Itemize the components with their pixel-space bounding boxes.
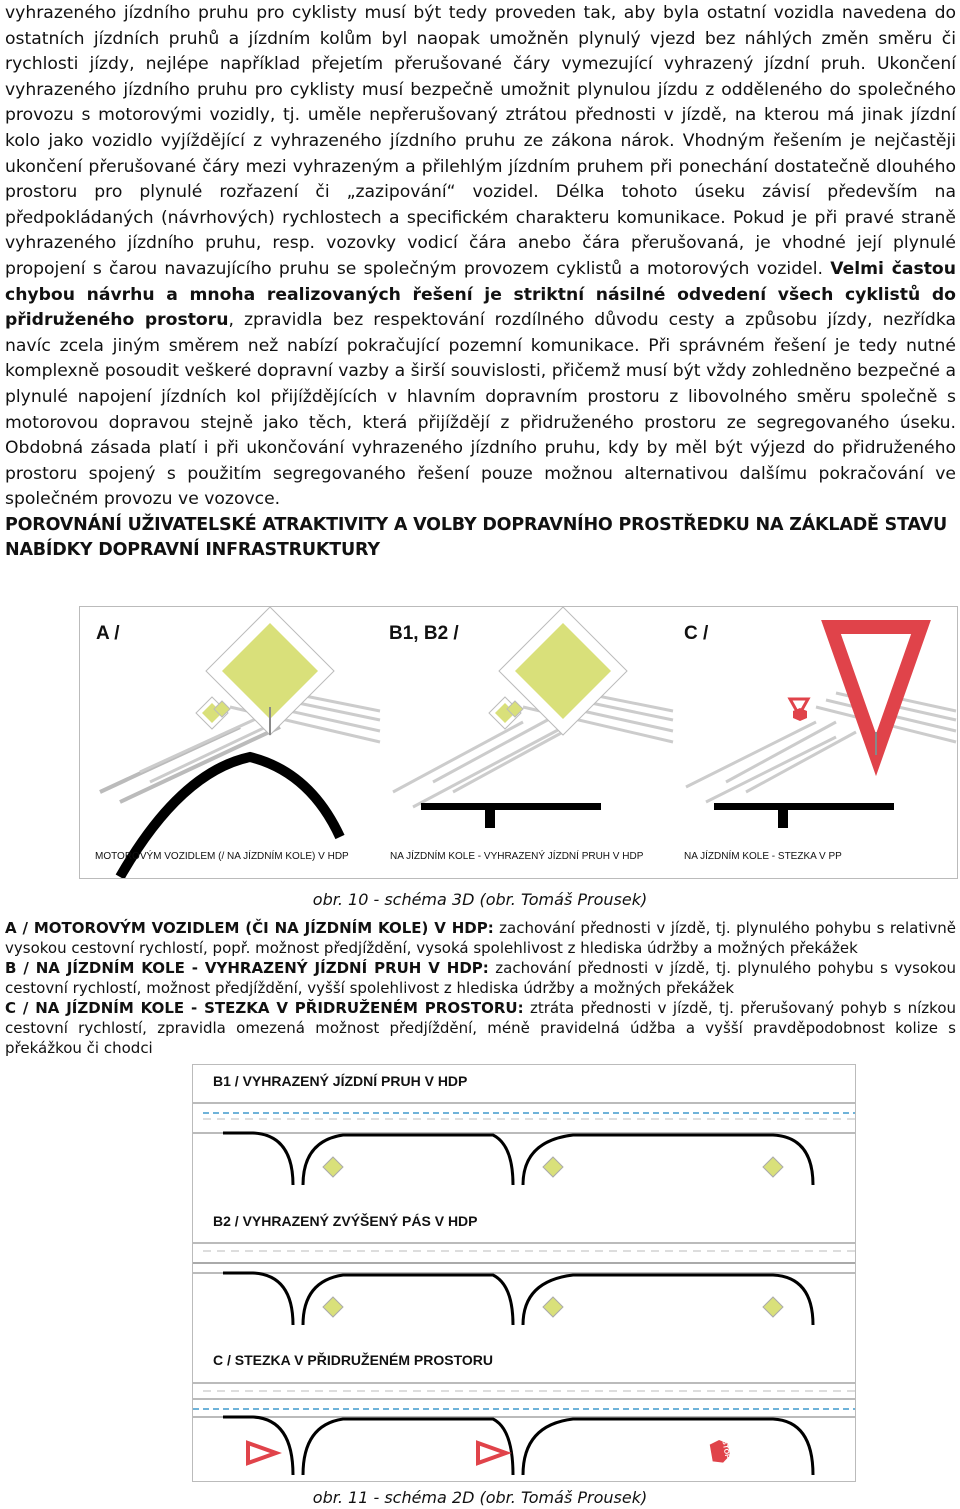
figure-3d-drawing <box>80 607 957 878</box>
legend-a-text: zachování přednosti v jízdě, tj. plynulého pohybu s relativně vysokou cestovní rychlostí, popř. možnost předjíždění, vysoká spolehlivost z hlediska údržby a možných překážek <box>5 919 956 957</box>
figure-legend <box>5 918 956 1058</box>
legend-b-label: B / NA JÍZDNÍM KOLE - VYHRAZENÝ JÍZDNÍ PRUH V HDP: <box>5 959 489 977</box>
body-paragraph <box>5 0 956 513</box>
panel-b-footer: NA JÍZDNÍM KOLE - VYHRAZENÝ JÍZDNÍ PRUH V HDP <box>390 851 644 862</box>
figure-2d-drawing <box>193 1065 855 1481</box>
legend-c-text: ztráta přednosti v jízdě, tj. přerušovaný pohyb s nízkou cestovní rychlostí, zpravidla omezená možnost předjíždění, méně pravidelná údžba a vyšší pravděpodobnost kolize s překážkou či chodci <box>5 999 956 1057</box>
figure-3d-schema <box>79 606 958 879</box>
paragraph-bold-text: Velmi častou chybou návrhu a mnoha realizovaných řešení je striktní násilné odvedení všech cyklistů do přidruženého prostoru <box>5 258 956 331</box>
paragraph-text-a: vyhrazeného jízdního pruhu pro cyklisty musí být tedy proveden tak, aby byla ostatní vozidla navedena do ostatních jízdních pruhů a jízdním kolům byl naopak umožněn plynulý vjezd bez náhlých změn směru či rychlosti jízdy, nejlépe například přejetím přerušované čáry vymezující vyhrazený jízdní pruh. Ukončení vyhrazeného jízdního pruhu pro cyklisty musí bezpečně umožnit plynulou jízdu z odděleného do společného provozu s motorovými vozidly, tj. uměle nepřerušovaný ztrátou přednosti v jízdě, na kterou má jinak jízdní kolo jako vozidlo vyjíždějící z vyhrazeného jízdního pruhu ze zákona nárok. Vhodným řešením je nejčastěji ukončení přerušované čáry mezi vyhrazeným a přilehlým jízdním pruhem při ponechání dostatečně dlouhého prostoru pro plynulé rozřazení či „zazipování“ vozidel. Délka tohoto úseku závisí především na předpokládaných (návrhových) rychlostech a specifickém charakteru komunikace. Pokud je při pravé straně vyhrazeného jízdního pruhu, resp. vozovky vodicí čára anebo čára přerušovaná, je vhodné její plynulé propojení s čarou navazujícího pruhu se společným provozem cyklistů a motorových vozidel. <box>5 3 956 279</box>
legend-item-c <box>5 998 956 1058</box>
panel-b-label: B1, B2 / <box>389 623 459 644</box>
document-page <box>5 0 956 564</box>
figure-10-caption: obr. 10 - schéma 3D (obr. Tomáš Prousek) <box>312 890 648 909</box>
strip-c-drawing <box>193 1383 855 1475</box>
panel-c-drawing <box>686 627 956 828</box>
panel-a-footer: MOTOROVÝM VOZIDLEM (/ NA JÍZDNÍM KOLE) V HDP <box>95 851 349 862</box>
section-heading: POROVNÁNÍ UŽIVATELSKÉ ATRAKTIVITY A VOLBY DOPRAVNÍHO PROSTŘEDKU NA ZÁKLADĚ STAVU NABÍDKY DOPRAVNÍ INFRASTRUKTURY <box>5 514 947 561</box>
figure-11-caption: obr. 11 - schéma 2D (obr. Tomáš Prousek) <box>312 1488 648 1507</box>
paragraph-text-b: , zpravidla bez respektování rozdílného důvodu cesty a způsobu jízdy, nezřídka navíc zcela jiným směrem než nabízí pokračující pozemní komunikace. Při správném řešení je tedy nutné komplexně posoudit veškeré dopravní vazby a širší souvislosti, přičemž musí být vždy zohledněno bezpečné a plynulé napojení jízdních kol přijíždějících v hlavním dopravním prostoru z libovolného směru společně s motorovou dopravou stejně jako těch, která přijíždějí z přidruženého prostoru ze segregovaného úseku. Obdobná zásada platí i při ukončování vyhrazeného jízdního pruhu, kdy by měl být výjezd do přidruženého prostoru spojený s použitím segregovaného řešení pouze možnou alternativou dalšímu pokračování ve společném provozu ve vozovce. <box>5 310 957 510</box>
strip-b2-drawing <box>193 1243 855 1325</box>
stop-sign-text: STOP <box>720 1439 731 1460</box>
strip-b2-label: B2 / VYHRAZENÝ ZVÝŠENÝ PÁS V HDP <box>213 1213 478 1229</box>
strip-c-label: C / STEZKA V PŘIDRUŽENÉM PROSTORU <box>213 1352 494 1368</box>
legend-item-a <box>5 918 956 958</box>
panel-c-label: C / <box>684 623 709 644</box>
legend-item-b <box>5 958 956 998</box>
strip-b1-drawing <box>193 1103 855 1185</box>
strip-b1-label: B1 / VYHRAZENÝ JÍZDNÍ PRUH V HDP <box>213 1073 468 1089</box>
panel-c-footer: NA JÍZDNÍM KOLE - STEZKA V PP <box>684 851 842 862</box>
legend-a-label: A / MOTOROVÝM VOZIDLEM (ČI NA JÍZDNÍM KOLE) V HDP: <box>5 919 494 937</box>
figure-2d-schema <box>192 1064 856 1482</box>
panel-a-label: A / <box>96 623 120 644</box>
legend-b-text: zachování přednosti v jízdě, tj. plynulého pohybu s vysokou cestovní rychlostí, možnost předjíždění, vyšší spolehlivost z hlediska údržby a možných překážek <box>5 959 957 997</box>
panel-a-drawing <box>100 607 380 877</box>
legend-c-label: C / NA JÍZDNÍM KOLE - STEZKA V PŘIDRUŽENÉM PROSTORU: <box>5 999 524 1017</box>
